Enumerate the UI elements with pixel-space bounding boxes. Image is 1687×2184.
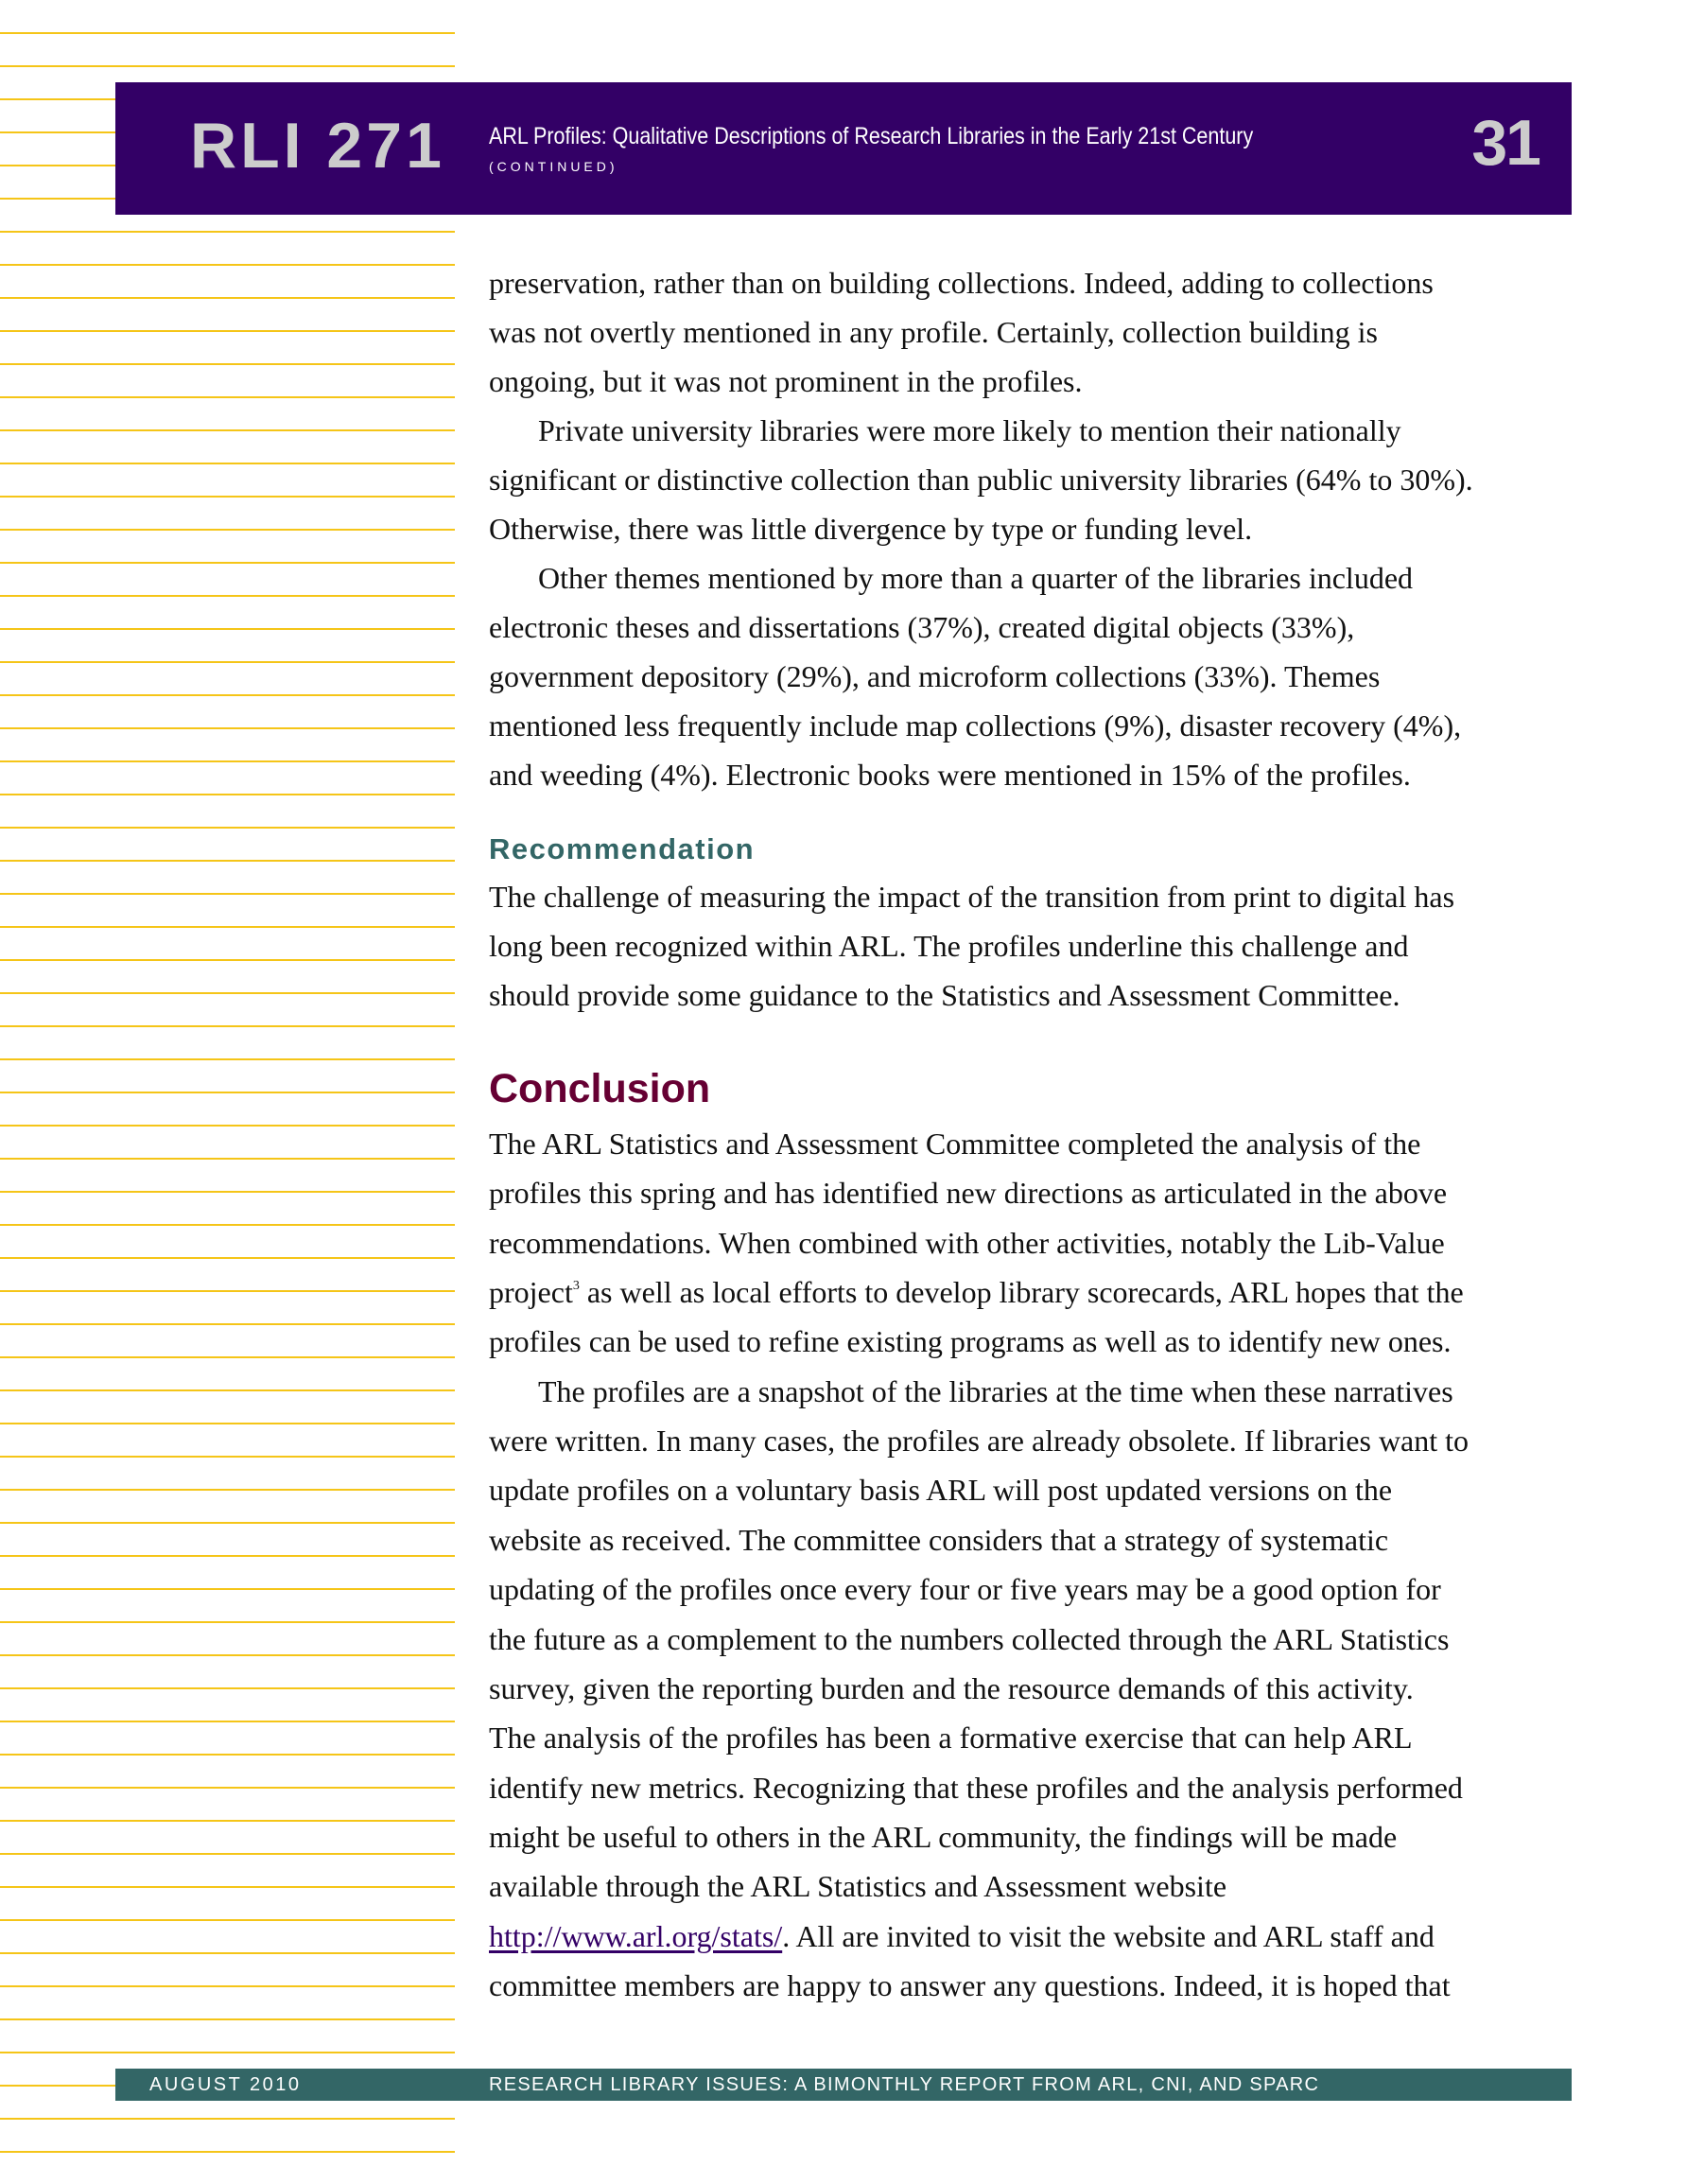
- text-line: available through the ARL Statistics and Assessment website: [489, 1869, 1227, 1903]
- text-line: The profiles are a snapshot of the libraries at the time when these narratives: [538, 1374, 1453, 1408]
- margin-rule: [0, 1985, 455, 1987]
- text-line: and weeding (4%). Electronic books were mentioned in 15% of the profiles.: [489, 758, 1411, 792]
- text-line: [489, 1277, 1464, 1307]
- margin-rule: [0, 860, 455, 862]
- recommendation-heading: Recommendation: [489, 832, 756, 865]
- margin-rule: [0, 794, 455, 795]
- header-band: [115, 82, 1572, 215]
- margin-rule: [0, 562, 455, 564]
- stats-website-link[interactable]: http://www.arl.org/stats/: [489, 1919, 783, 1953]
- margin-rule: [0, 1224, 455, 1226]
- margin-rule: [0, 1654, 455, 1656]
- text-line: recommendations. When combined with other activities, notably the Lib-Value: [489, 1226, 1445, 1260]
- text-line: should provide some guidance to the Statistics and Assessment Committee.: [489, 978, 1400, 1012]
- text-line: update profiles on a voluntary basis ARL will post updated versions on the: [489, 1473, 1393, 1507]
- text-line: the future as a complement to the numbers collected through the ARL Statistics: [489, 1622, 1450, 1656]
- margin-rule: [0, 529, 455, 531]
- continued-label: (CONTINUED): [489, 159, 618, 174]
- margin-rule: [0, 694, 455, 696]
- margin-rule: [0, 1323, 455, 1325]
- footnote-reference[interactable]: 3: [572, 1279, 580, 1293]
- margin-rule: [0, 628, 455, 630]
- text-line: Otherwise, there was little divergence by type or funding level.: [489, 512, 1253, 546]
- text-line: mentioned less frequently include map collections (9%), disaster recovery (4%),: [489, 708, 1462, 743]
- margin-rule: [0, 1621, 455, 1623]
- text-line: The analysis of the profiles has been a formative exercise that can help ARL: [489, 1721, 1413, 1755]
- text-line: significant or distinctive collection than public university libraries (64% to 30%).: [489, 463, 1473, 497]
- margin-rule: [0, 1389, 455, 1391]
- margin-rule: [0, 2118, 455, 2120]
- margin-rule: [0, 1919, 455, 1921]
- text-segment: . All are invited to visit the website and ARL staff and: [782, 1919, 1435, 1953]
- text-line: profiles can be used to refine existing programs as well as to identify new ones.: [489, 1324, 1452, 1358]
- margin-rule: [0, 1952, 455, 1954]
- text-line: updating of the profiles once every four or five years may be a good option for: [489, 1572, 1441, 1606]
- text-line: [489, 1921, 1435, 1951]
- text-line: was not overtly mentioned in any profile. Certainly, collection building is: [489, 315, 1378, 349]
- margin-rule: [0, 1191, 455, 1193]
- margin-rule: [0, 2052, 455, 2053]
- margin-rule: [0, 661, 455, 663]
- text-line: Private university libraries were more likely to mention their nationally: [538, 413, 1401, 447]
- text-line: committee members are happy to answer any questions. Indeed, it is hoped that: [489, 1968, 1451, 2002]
- margin-rule: [0, 2018, 455, 2020]
- margin-rule: [0, 1290, 455, 1292]
- margin-rule: [0, 297, 455, 299]
- text-line: The challenge of measuring the impact of the transition from print to digital has: [489, 880, 1455, 914]
- text-line: were written. In many cases, the profiles are already obsolete. If libraries want to: [489, 1424, 1470, 1458]
- margin-rule: [0, 65, 455, 67]
- margin-rule: [0, 330, 455, 332]
- margin-rule: [0, 760, 455, 762]
- margin-rule: [0, 264, 455, 266]
- margin-rule: [0, 1721, 455, 1722]
- margin-rule: [0, 926, 455, 928]
- margin-rule: [0, 2151, 455, 2153]
- margin-rule: [0, 1787, 455, 1789]
- margin-rule: [0, 396, 455, 398]
- margin-rule: [0, 1158, 455, 1160]
- margin-rule: [0, 1058, 455, 1060]
- margin-rule: [0, 1853, 455, 1855]
- margin-rule: [0, 827, 455, 829]
- page-number: 31: [1471, 107, 1539, 179]
- margin-rules: [0, 0, 455, 2184]
- margin-rule: [0, 1687, 455, 1689]
- conclusion-heading: Conclusion: [489, 1066, 711, 1111]
- text-line: website as received. The committee considers that a strategy of systematic: [489, 1523, 1389, 1557]
- margin-rule: [0, 496, 455, 498]
- margin-rule: [0, 363, 455, 365]
- margin-rule: [0, 992, 455, 994]
- text-segment: as well as local efforts to develop library scorecards, ARL hopes that the: [579, 1275, 1464, 1309]
- text-line: preservation, rather than on building collections. Indeed, adding to collections: [489, 266, 1434, 300]
- text-line: identify new metrics. Recognizing that these profiles and the analysis performed: [489, 1771, 1463, 1805]
- margin-rule: [0, 1820, 455, 1822]
- margin-rule: [0, 32, 455, 34]
- margin-rule: [0, 595, 455, 597]
- margin-rule: [0, 959, 455, 961]
- margin-rule: [0, 1522, 455, 1524]
- margin-rule: [0, 429, 455, 431]
- margin-rule: [0, 893, 455, 895]
- margin-rule: [0, 727, 455, 729]
- margin-rule: [0, 1025, 455, 1027]
- text-line: long been recognized within ARL. The profiles underline this challenge and: [489, 929, 1409, 963]
- footer-publication: RESEARCH LIBRARY ISSUES: A BIMONTHLY REPORT FROM ARL, CNI, AND SPARC: [489, 2074, 1320, 2095]
- footer-band: [115, 2069, 1572, 2101]
- margin-rule: [0, 1125, 455, 1127]
- margin-rule: [0, 1257, 455, 1259]
- margin-rule: [0, 1456, 455, 1458]
- text-line: Other themes mentioned by more than a quarter of the libraries included: [538, 561, 1414, 595]
- text-line: ongoing, but it was not prominent in the profiles.: [489, 364, 1083, 398]
- issue-number: RLI 271: [190, 110, 445, 182]
- text-line: The ARL Statistics and Assessment Committee completed the analysis of the: [489, 1127, 1421, 1161]
- margin-rule: [0, 1489, 455, 1491]
- margin-rule: [0, 1356, 455, 1358]
- text-line: electronic theses and dissertations (37%), created digital objects (33%),: [489, 610, 1355, 644]
- margin-rule: [0, 1754, 455, 1756]
- margin-rule: [0, 463, 455, 464]
- margin-rule: [0, 1886, 455, 1888]
- margin-rule: [0, 1423, 455, 1424]
- margin-rule: [0, 1588, 455, 1590]
- text-line: profiles this spring and has identified new directions as articulated in the above: [489, 1176, 1448, 1210]
- margin-rule: [0, 1555, 455, 1557]
- text-line: might be useful to others in the ARL community, the findings will be made: [489, 1820, 1398, 1854]
- text-line: survey, given the reporting burden and the resource demands of this activity.: [489, 1671, 1414, 1705]
- publication-title: ARL Profiles: Qualitative Descriptions of Research Libraries in the Early 21st Century: [489, 123, 1254, 149]
- footer-date: AUGUST 2010: [149, 2074, 302, 2095]
- margin-rule: [0, 1092, 455, 1093]
- margin-rule: [0, 231, 455, 233]
- text-segment: project: [489, 1275, 573, 1309]
- text-line: government depository (29%), and microform collections (33%). Themes: [489, 659, 1381, 693]
